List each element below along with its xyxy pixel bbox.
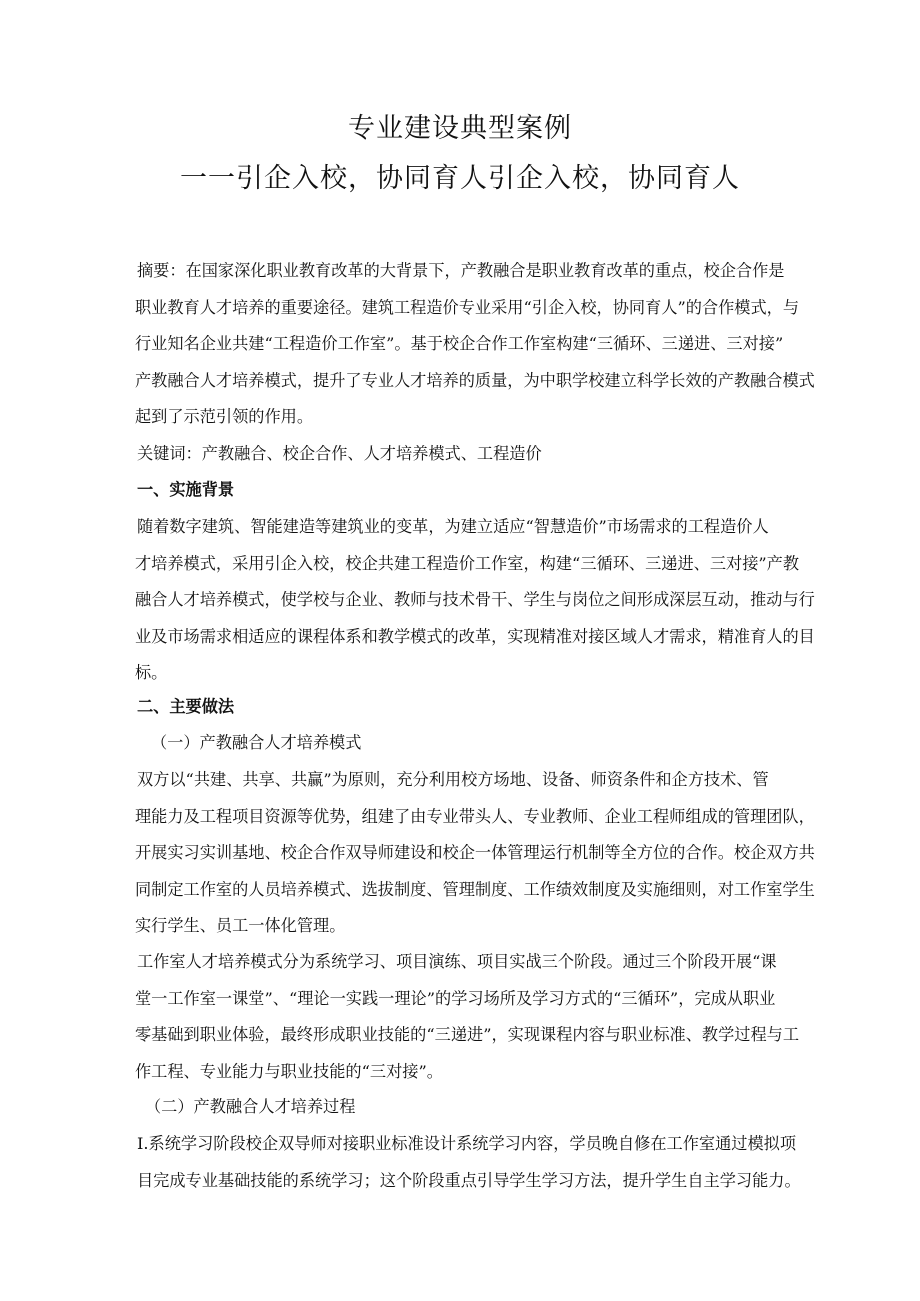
abstract-line: 产教融合人才培养模式，提升了专业人才培养的质量，为中职学校建立科学长效的产教融合模式	[135, 370, 815, 390]
subsection-heading: （二）产教融合人才培养过程	[145, 1097, 356, 1116]
paragraph-line: 融合人才培养模式，使学校与企业、教师与技术骨干、学生与岗位之间形成深层互动，推动与行	[135, 590, 815, 609]
section2-item-1	[137, 1126, 827, 1199]
document-title: 专业建设典型案例	[348, 113, 572, 144]
abstract-line: 职业教育人才培养的重要途径。建筑工程造价专业采用“引企入校，协同育人”的合作模式，与	[135, 297, 800, 317]
paragraph-line: 标。	[135, 663, 168, 682]
paragraph-line: 开展实习实训基地、校企合作双导师建设和校企一体管理运行机制等全方位的合作。校企双方共	[135, 843, 815, 862]
paragraph-line: 才培养模式，采用引企入校，校企共建工程造价工作室，构建“三循环、三递进、三对接”产教	[135, 553, 800, 573]
paragraph-line: 双方以“共建、共享、共赢”为原则，充分利用校方场地、设备、师资条件和企方技术、管	[137, 770, 769, 789]
paragraph-line: 堂一工作室一课堂”、“理论一实践一理论”的学习场所及学习方式的“三循环”，完成从职业	[135, 988, 776, 1008]
subsection-heading: （一）产教融合人才培养模式	[151, 733, 362, 752]
keywords-line: 关键词：产教融合、校企合作、人才培养模式、工程造价	[137, 444, 542, 463]
section1-paragraph	[137, 509, 827, 692]
section-heading: 一、实施背景	[137, 480, 235, 499]
section2-paragraph-2	[137, 944, 827, 1090]
abstract-line: 行业知名企业共建“工程造价工作室”。基于校企合作工作室构建“三循环、三递进、三对接”	[135, 334, 784, 353]
paragraph-line: I.系统学习阶段校企双导师对接职业标准设计系统学习内容，学员晚自修在工作室通过模拟项	[137, 1134, 797, 1153]
paragraph-line: 工作室人才培养模式分为系统学习、项目演练、项目实战三个阶段。通过三个阶段开展“课	[137, 952, 777, 971]
abstract-line: 摘要：在国家深化职业教育改革的大背景下，产教融合是职业教育改革的重点，校企合作是	[137, 261, 785, 280]
paragraph-line: 理能力及工程项目资源等优势，组建了由专业带头人、专业教师、企业工程师组成的管理团队，	[135, 806, 815, 826]
paragraph-line: 作工程、专业能力与职业技能的“三对接”。	[135, 1061, 443, 1081]
paragraph-line: 同制定工作室的人员培养模式、选拔制度、管理制度、工作绩效制度及实施细则，对工作室学生	[135, 879, 815, 899]
abstract-paragraph	[137, 253, 827, 436]
paragraph-line: 零基础到职业体验，最终形成职业技能的“三递进”，实现课程内容与职业标准、教学过程与工	[135, 1025, 800, 1044]
paragraph-line: 业及市场需求相适应的课程体系和教学模式的改革，实现精准对接区域人才需求，精准育人的目	[135, 626, 815, 646]
document-subtitle: 一一引企入校，协同育人引企入校，协同育人	[180, 163, 740, 194]
paragraph-line: 实行学生、员工一体化管理。	[135, 916, 346, 935]
paragraph-line: 目完成专业基础技能的系统学习；这个阶段重点引导学生学习方法，提升学生自主学习能力。	[137, 1170, 801, 1190]
section-heading: 二、主要做法	[137, 697, 235, 716]
abstract-line: 起到了示范引领的作用。	[135, 407, 314, 426]
section2-paragraph-1	[137, 762, 827, 945]
paragraph-line: 随着数字建筑、智能建造等建筑业的变革，为建立适应“智慧造价”市场需求的工程造价人	[137, 517, 769, 536]
